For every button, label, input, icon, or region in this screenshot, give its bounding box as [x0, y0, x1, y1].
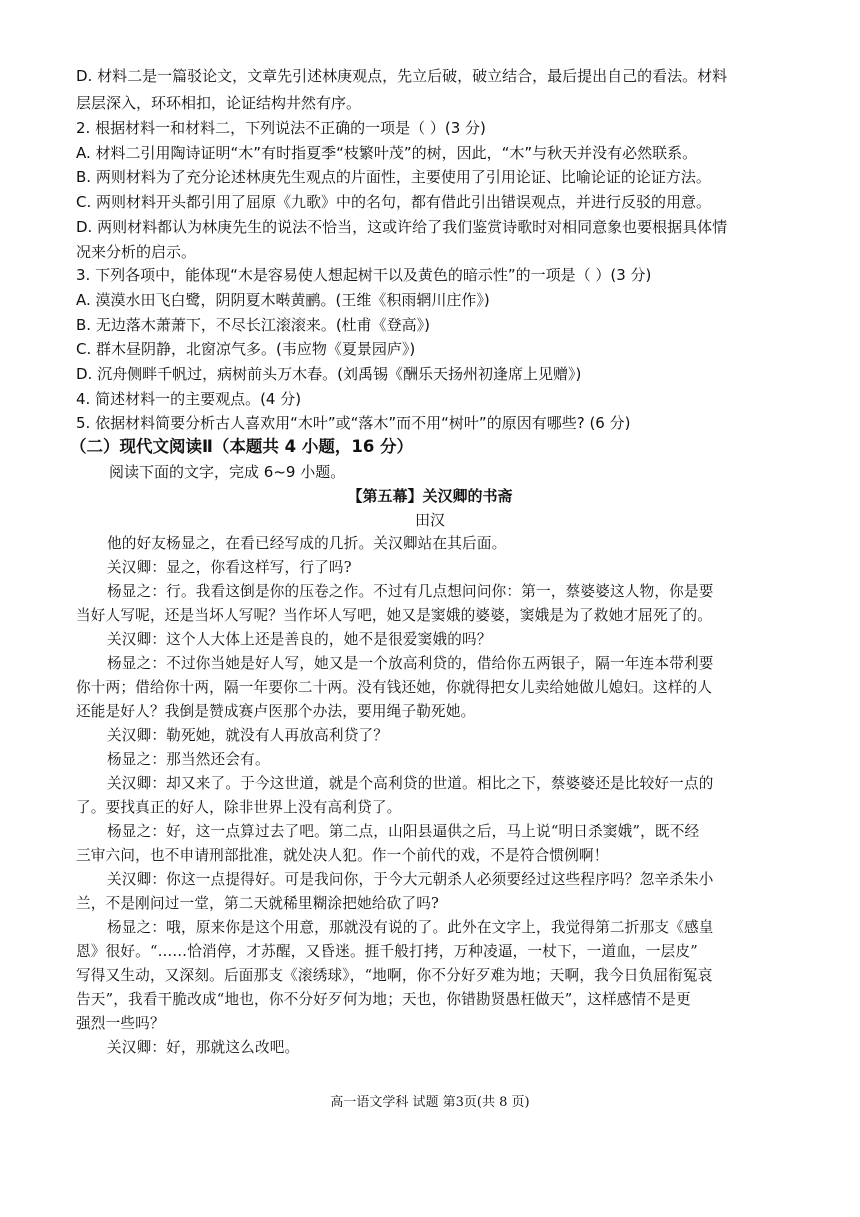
question-2-option-a: A. 材料二引用陶诗证明“木”有时指夏季“枝繁叶茂”的树，因此，“木”与秋天并没有必然联系。 [76, 144, 698, 162]
play-line: 关汉卿：好，那就这么改吧。 [107, 1039, 300, 1056]
play-line: 他的好友杨显之，在看已经写成的几折。关汉卿站在其后面。 [107, 535, 507, 552]
question-2-option-d-line-2: 况来分析的启示。 [76, 243, 197, 261]
play-line: 杨显之：那当然还会有。 [107, 751, 270, 768]
play-line: 写得又生动，又深刻。后面那支《滚绣球》，“地啊，你不分好歹难为地；天啊，我今日负屈衔冤哀 [76, 967, 713, 984]
play-line: 关汉卿：勒死她，就没有人再放高利贷了？ [107, 727, 389, 744]
question-2-option-d-line-1: D. 两则材料都认为林庚先生的说法不恰当，这或许给了我们鉴赏诗歌时对相同意象也要根据具体情 [76, 218, 728, 236]
play-line: 杨显之：好，这一点算过去了吧。第二点，山阳县逼供之后，马上说“明日杀窦娥”，既不经 [107, 823, 700, 840]
question-3-option-c: C. 群木昼阴静，北窗凉气多。(韦应物《夏景园庐》) [76, 340, 416, 358]
play-line: 杨显之：哦，原来你是这个用意，那就没有说的了。此外在文字上，我觉得第二折那支《感皇 [107, 919, 714, 936]
play-line: 杨显之：行。我看这倒是你的压卷之作。不过有几点想问问你：第一，蔡婆婆这人物，你是要 [107, 583, 714, 600]
play-line: 了。要找真正的好人，除非世界上没有高利贷了。 [76, 799, 402, 816]
play-line: 告天”，我看干脆改成“地也，你不分好歹何为地；天也，你错勘贤愚枉做天”，这样感情不是更 [76, 991, 691, 1008]
play-line: 关汉卿：这个人大体上还是善良的，她不是很爱窦娥的吗？ [107, 631, 492, 648]
play-line: 你十两；借给你十两，隔一年要你二十两。没有钱还她，你就得把女儿卖给她做儿媳妇。这样的人 [76, 679, 713, 696]
play-line: 还能是好人？我倒是赞成赛卢医那个办法，要用绳子勒死她。 [76, 703, 476, 720]
play-line: 兰，不是刚问过一堂，第二天就稀里糊涂把她给砍了吗? [76, 895, 440, 912]
question-2-option-c: C. 两则材料开头都引用了屈原《九歌》中的名句，都有借此引出错误观点，并进行反驳的用意。 [76, 193, 712, 211]
play-line: 杨显之：不过你当她是好人写，她又是一个放高利贷的，借给你五两银子，隔一年连本带利要 [107, 655, 714, 672]
play-author: 田汉 [414, 511, 445, 529]
question-2-stem: 2. 根据材料一和材料二，下列说法不正确的一项是（ ）(3 分) [76, 119, 486, 137]
question-3-option-a: A. 漠漠水田飞白鹭，阴阴夏木啭黄鹂。(王维《积雨辋川庄作》) [76, 291, 490, 309]
section-heading: （二）现代文阅读Ⅱ（本题共 4 小题，16 分） [70, 437, 414, 456]
play-line: 关汉卿：却又来了。于今这世道，就是个高利贷的世道。相比之下，蔡婆婆还是比较好一点的 [107, 775, 714, 792]
option-1d-line-2: 层层深入，环环相扣，论证结构井然有序。 [76, 94, 362, 112]
play-line: 恩》很好。“……恰消停，才苏醒，又昏迷。捱千般打拷，万种凌逼，一杖下，一道血，一层皮” [76, 943, 698, 960]
play-line: 关汉卿：显之，你看这样写，行了吗? [107, 559, 352, 576]
play-line: 强烈一些吗？ [76, 1015, 165, 1032]
play-line: 关汉卿：你这一点提得好。可是我问你，于今大元朝杀人必须要经过这些程序吗？忽辛杀朱小 [107, 871, 714, 888]
question-3-option-d: D. 沉舟侧畔千帆过，病树前头万木春。(刘禹锡《酬乐天扬州初逢席上见赠》) [76, 365, 582, 383]
page-footer: 高一语文学科 试题 第3页(共 8 页) [330, 1095, 530, 1110]
reading-instruction: 阅读下面的文字，完成 6~9 小题。 [109, 463, 346, 481]
question-3-option-b: B. 无边落木萧萧下，不尽长江滚滚来。(杜甫《登高》) [76, 316, 431, 334]
question-2-option-b: B. 两则材料为了充分论述林庚先生观点的片面性，主要使用了引用论证、比喻论证的论证方法。 [76, 168, 711, 186]
question-3-stem: 3. 下列各项中，能体现“木是容易使人想起树干以及黄色的暗示性”的一项是（ ）(3 分) [76, 266, 652, 284]
question-5: 5. 依据材料简要分析古人喜欢用“木叶”或“落木”而不用“树叶”的原因有哪些? (6 分) [76, 414, 631, 432]
option-1d-line-1: D. 材料二是一篇驳论文，文章先引述林庚观点，先立后破，破立结合，最后提出自己的看法。材料 [76, 67, 728, 85]
play-line: 三审六问，也不申请刑部批准，就处决人犯。作一个前代的戏，不是符合惯例啊！ [76, 847, 609, 864]
question-4: 4. 简述材料一的主要观点。(4 分) [76, 390, 302, 408]
play-line: 当好人写呢，还是当坏人写呢？当作坏人写吧，她又是窦娥的婆婆，窦娥是为了救她才屈死了的。 [76, 607, 713, 624]
play-title: 【第五幕】关汉卿的书斋 [347, 487, 513, 505]
